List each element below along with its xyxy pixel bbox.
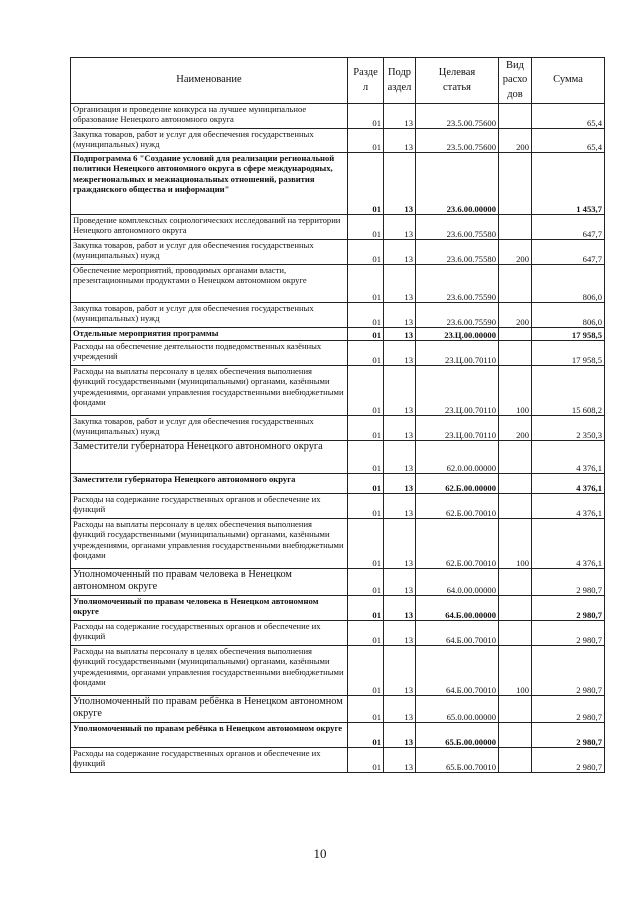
cell-amount: 2 980,7 — [532, 723, 605, 748]
cell-subsection: 13 — [384, 328, 416, 341]
cell-subsection: 13 — [384, 569, 416, 596]
cell-section: 01 — [348, 416, 384, 441]
cell-target: 64.Б.00.00000 — [416, 596, 499, 621]
cell-section: 01 — [348, 474, 384, 494]
cell-subsection: 13 — [384, 240, 416, 265]
cell-amount: 4 376,1 — [532, 474, 605, 494]
table-row — [71, 646, 605, 696]
cell-amount: 65,4 — [532, 104, 605, 129]
table-row — [71, 104, 605, 129]
table-header — [71, 58, 605, 104]
cell-amount: 2 980,7 — [532, 621, 605, 646]
cell-target: 64.Б.00.70010 — [416, 621, 499, 646]
cell-type: 200 — [499, 416, 532, 441]
cell-name: Расходы на содержание государственных органов и обеспечение их функций — [71, 621, 348, 646]
cell-section: 01 — [348, 303, 384, 328]
cell-target: 62.Б.00.70010 — [416, 519, 499, 569]
section-header-text: Разде л — [353, 67, 378, 93]
cell-name: Расходы на выплаты персоналу в целях обеспечения выполнения функций государственными (муниципальными) органами, казёнными учреждениями, органами управления государственными внебюджетными фондами — [71, 646, 348, 696]
cell-subsection: 13 — [384, 596, 416, 621]
cell-name: Закупка товаров, работ и услуг для обеспечения государственных (муниципальных) нужд — [71, 129, 348, 153]
cell-target: 23.6.00.75580 — [416, 215, 499, 240]
cell-target: 23.6.00.00000 — [416, 153, 499, 215]
cell-target: 62.0.00.00000 — [416, 441, 499, 474]
cell-target: 23.6.00.75590 — [416, 265, 499, 303]
cell-subsection: 13 — [384, 646, 416, 696]
cell-amount: 2 980,7 — [532, 748, 605, 773]
cell-subsection: 13 — [384, 153, 416, 215]
cell-amount: 4 376,1 — [532, 519, 605, 569]
cell-amount: 2 980,7 — [532, 596, 605, 621]
cell-target: 23.5.00.75600 — [416, 104, 499, 129]
table-row — [71, 596, 605, 621]
budget-table — [70, 57, 605, 773]
cell-type — [499, 696, 532, 723]
column-header-section — [348, 58, 384, 104]
cell-amount: 4 376,1 — [532, 441, 605, 474]
table-row — [71, 341, 605, 366]
cell-name: Расходы на выплаты персоналу в целях обеспечения выполнения функций государственными (муниципальными) органами, казёнными учреждениями, органами управления государственными внебюджетными фондами — [71, 519, 348, 569]
cell-target: 64.0.00.00000 — [416, 569, 499, 596]
table-row — [71, 416, 605, 441]
cell-subsection: 13 — [384, 416, 416, 441]
cell-type — [499, 748, 532, 773]
cell-name: Уполномоченный по правам ребёнка в Ненецком автономном округе — [71, 723, 348, 748]
cell-amount: 647,7 — [532, 215, 605, 240]
column-header-name: Наименование — [71, 58, 348, 104]
table-row — [71, 215, 605, 240]
cell-subsection: 13 — [384, 748, 416, 773]
cell-type: 100 — [499, 646, 532, 696]
cell-type — [499, 494, 532, 519]
cell-name: Отдельные мероприятия программы — [71, 328, 348, 341]
cell-amount: 2 980,7 — [532, 696, 605, 723]
cell-section: 01 — [348, 569, 384, 596]
table-row — [71, 569, 605, 596]
cell-name: Расходы на содержание государственных органов и обеспечение их функций — [71, 494, 348, 519]
cell-name: Закупка товаров, работ и услуг для обеспечения государственных (муниципальных) нужд — [71, 416, 348, 441]
cell-type — [499, 265, 532, 303]
cell-type — [499, 474, 532, 494]
table-row — [71, 696, 605, 723]
cell-amount: 15 608,2 — [532, 366, 605, 416]
cell-type — [499, 621, 532, 646]
cell-target: 23.6.00.75580 — [416, 240, 499, 265]
cell-section: 01 — [348, 153, 384, 215]
cell-amount: 647,7 — [532, 240, 605, 265]
cell-subsection: 13 — [384, 494, 416, 519]
cell-name: Расходы на выплаты персоналу в целях обеспечения выполнения функций государственными (муниципальными) органами, казёнными учреждениями, органами управления государственными внебюджетными фондами — [71, 366, 348, 416]
cell-type — [499, 723, 532, 748]
cell-subsection: 13 — [384, 441, 416, 474]
cell-section: 01 — [348, 328, 384, 341]
cell-subsection: 13 — [384, 366, 416, 416]
cell-type — [499, 153, 532, 215]
table-row — [71, 494, 605, 519]
cell-name: Закупка товаров, работ и услуг для обеспечения государственных (муниципальных) нужд — [71, 240, 348, 265]
table-row — [71, 328, 605, 341]
cell-target: 23.5.00.75600 — [416, 129, 499, 153]
table-row — [71, 129, 605, 153]
cell-type: 100 — [499, 519, 532, 569]
type-header-text: Вид расхо дов — [502, 60, 528, 100]
cell-subsection: 13 — [384, 621, 416, 646]
cell-name: Расходы на содержание государственных органов и обеспечение их функций — [71, 748, 348, 773]
subsection-header-text: Подр аздел — [387, 67, 412, 93]
cell-target: 65.Б.00.70010 — [416, 748, 499, 773]
column-header-target — [416, 58, 499, 104]
cell-name: Проведение комплексных социологических исследований на территории Ненецкого автономного округа — [71, 215, 348, 240]
cell-section: 01 — [348, 723, 384, 748]
table-row — [71, 441, 605, 474]
cell-section: 01 — [348, 519, 384, 569]
cell-type — [499, 596, 532, 621]
cell-name: Закупка товаров, работ и услуг для обеспечения государственных (муниципальных) нужд — [71, 303, 348, 328]
cell-amount: 806,0 — [532, 303, 605, 328]
cell-amount: 65,4 — [532, 129, 605, 153]
cell-type — [499, 569, 532, 596]
cell-amount: 2 980,7 — [532, 646, 605, 696]
target-header-text: Целевая статья — [438, 67, 476, 93]
cell-target: 23.Ц.00.70110 — [416, 366, 499, 416]
cell-type — [499, 215, 532, 240]
cell-section: 01 — [348, 748, 384, 773]
cell-section: 01 — [348, 129, 384, 153]
cell-target: 23.Ц.00.00000 — [416, 328, 499, 341]
page-number: 10 — [313, 846, 327, 861]
cell-target: 62.Б.00.70010 — [416, 494, 499, 519]
cell-section: 01 — [348, 240, 384, 265]
cell-subsection: 13 — [384, 129, 416, 153]
cell-subsection: 13 — [384, 341, 416, 366]
cell-section: 01 — [348, 341, 384, 366]
cell-section: 01 — [348, 104, 384, 129]
cell-type: 200 — [499, 129, 532, 153]
cell-section: 01 — [348, 621, 384, 646]
cell-target: 64.Б.00.70010 — [416, 646, 499, 696]
table-row — [71, 621, 605, 646]
cell-name: Уполномоченный по правам человека в Ненецком автономном округе — [71, 569, 348, 596]
cell-section: 01 — [348, 596, 384, 621]
cell-type — [499, 441, 532, 474]
cell-amount: 17 958,5 — [532, 328, 605, 341]
table-row — [71, 748, 605, 773]
cell-type — [499, 341, 532, 366]
cell-subsection: 13 — [384, 519, 416, 569]
cell-subsection: 13 — [384, 104, 416, 129]
column-header-amount: Сумма — [532, 58, 605, 104]
table-row — [71, 265, 605, 303]
cell-target: 23.Ц.00.70110 — [416, 416, 499, 441]
cell-target: 65.Б.00.00000 — [416, 723, 499, 748]
cell-name: Обеспечение мероприятий, проводимых органами власти, презентационными продуктами о Ненецком автономном округе — [71, 265, 348, 303]
cell-section: 01 — [348, 215, 384, 240]
cell-target: 65.0.00.00000 — [416, 696, 499, 723]
cell-subsection: 13 — [384, 474, 416, 494]
cell-subsection: 13 — [384, 215, 416, 240]
cell-amount: 806,0 — [532, 265, 605, 303]
table-row — [71, 240, 605, 265]
cell-name: Уполномоченный по правам человека в Ненецком автономном округе — [71, 596, 348, 621]
cell-target: 23.Ц.00.70110 — [416, 341, 499, 366]
cell-name: Уполномоченный по правам ребёнка в Ненецком автономном округе — [71, 696, 348, 723]
cell-type — [499, 104, 532, 129]
table-row — [71, 723, 605, 748]
table-row — [71, 153, 605, 215]
cell-type: 200 — [499, 303, 532, 328]
cell-type — [499, 328, 532, 341]
column-header-subsection — [384, 58, 416, 104]
cell-name: Расходы на обеспечение деятельности подведомственных казённых учреждений — [71, 341, 348, 366]
cell-name: Подпрограмма 6 "Создание условий для реализации региональной политики Ненецкого автономного округа в сфере международных, межрегиональных и межнациональных отношений, развития гражданского общества и информации" — [71, 153, 348, 215]
table-body — [71, 104, 605, 773]
column-header-type — [499, 58, 532, 104]
table-row — [71, 303, 605, 328]
cell-name: Заместители губернатора Ненецкого автономного округа — [71, 441, 348, 474]
cell-section: 01 — [348, 441, 384, 474]
cell-section: 01 — [348, 366, 384, 416]
cell-type: 100 — [499, 366, 532, 416]
table-row — [71, 474, 605, 494]
cell-amount: 17 958,5 — [532, 341, 605, 366]
cell-amount: 2 980,7 — [532, 569, 605, 596]
cell-target: 62.Б.00.00000 — [416, 474, 499, 494]
cell-subsection: 13 — [384, 723, 416, 748]
cell-name: Заместители губернатора Ненецкого автономного округа — [71, 474, 348, 494]
cell-section: 01 — [348, 494, 384, 519]
cell-amount: 1 453,7 — [532, 153, 605, 215]
cell-subsection: 13 — [384, 265, 416, 303]
table-row — [71, 519, 605, 569]
table-row — [71, 366, 605, 416]
cell-type: 200 — [499, 240, 532, 265]
cell-section: 01 — [348, 646, 384, 696]
cell-target: 23.6.00.75590 — [416, 303, 499, 328]
cell-amount: 4 376,1 — [532, 494, 605, 519]
cell-subsection: 13 — [384, 696, 416, 723]
cell-section: 01 — [348, 265, 384, 303]
cell-amount: 2 350,3 — [532, 416, 605, 441]
cell-name: Организация и проведение конкурса на лучшее муниципальное образование Ненецкого автономного округа — [71, 104, 348, 129]
cell-section: 01 — [348, 696, 384, 723]
cell-subsection: 13 — [384, 303, 416, 328]
